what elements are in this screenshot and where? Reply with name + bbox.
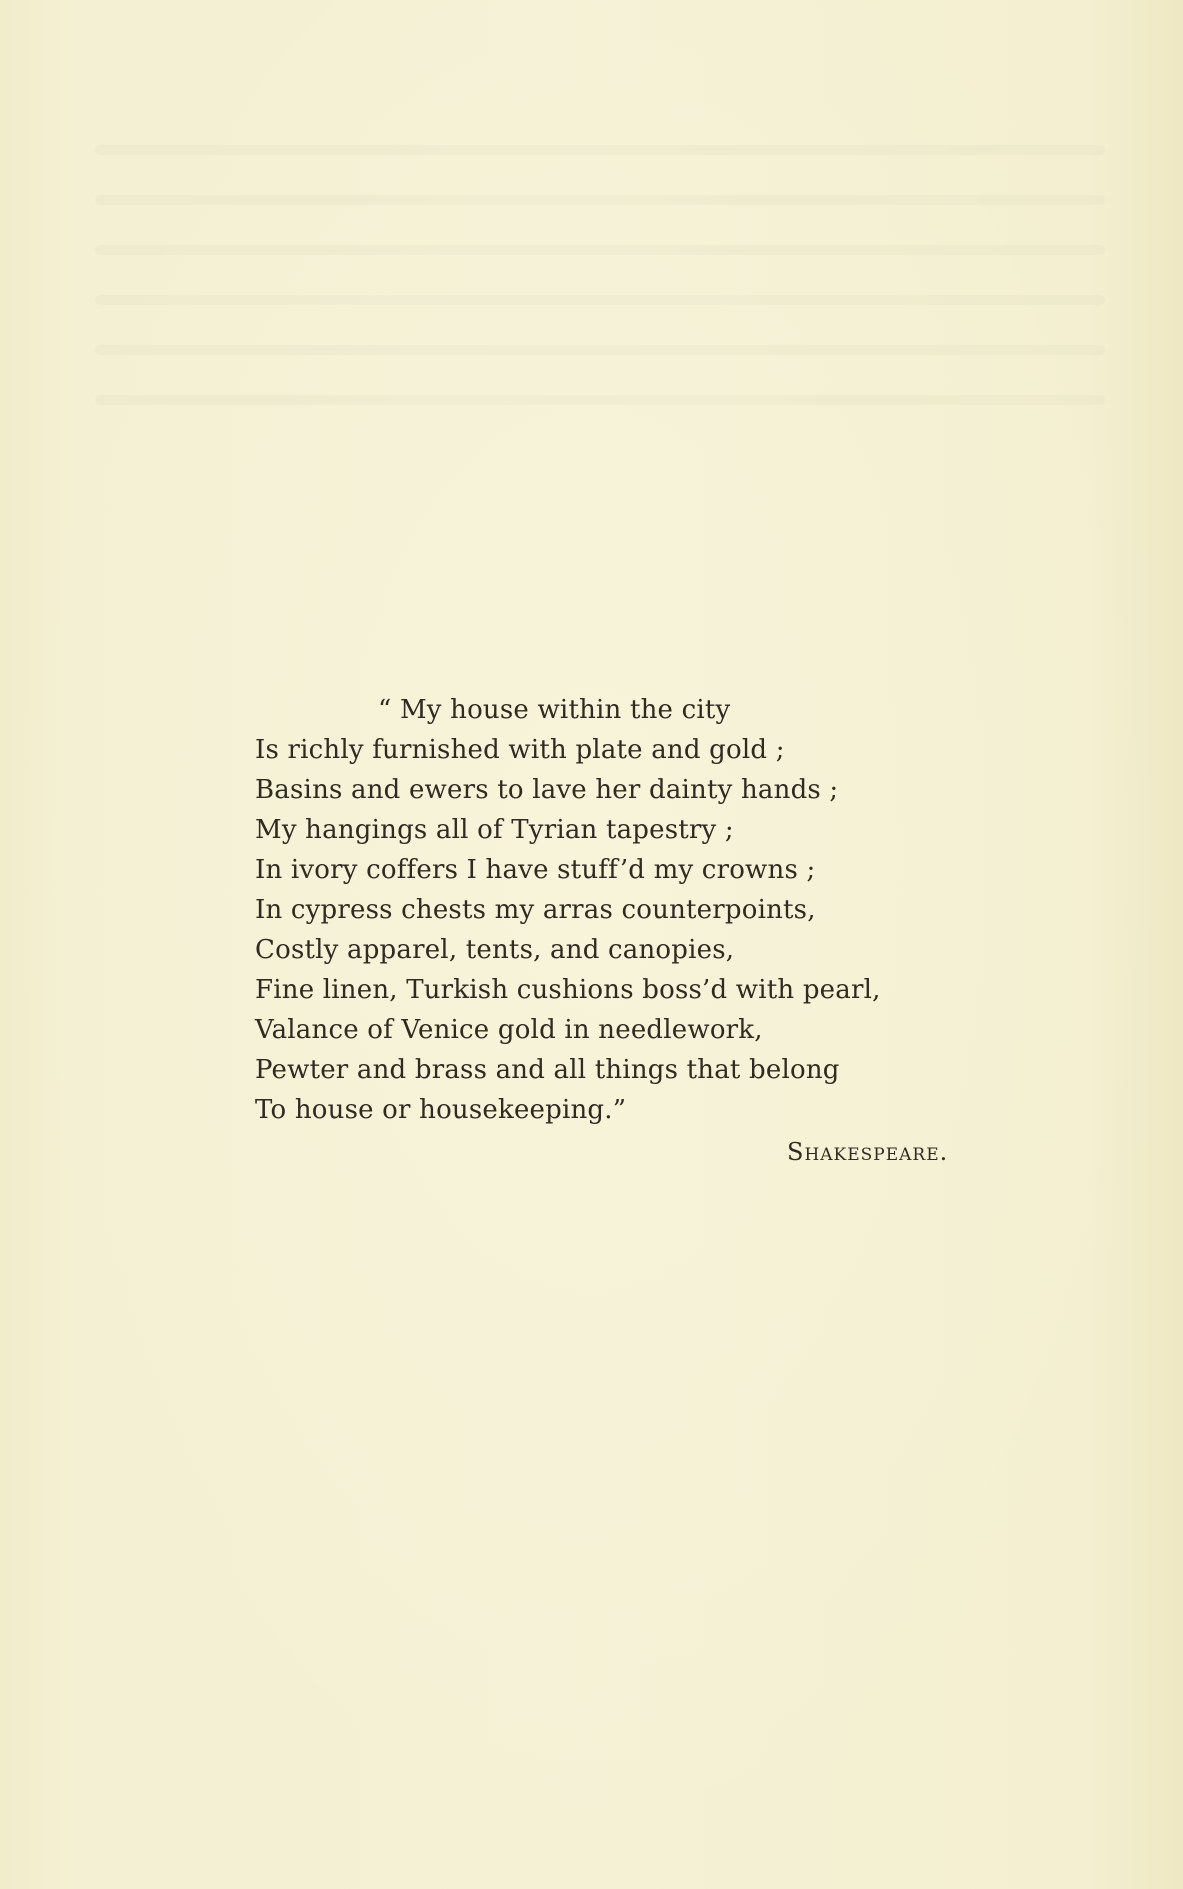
poem-line: “ My house within the city: [378, 695, 731, 725]
poem-line: Costly apparel, tents, and canopies,: [255, 935, 735, 965]
poem-quotation: [255, 690, 1055, 1130]
poem-line: Basins and ewers to lave her dainty hands ;: [255, 775, 839, 805]
show-through-text: [95, 295, 1105, 305]
poem-line: To house or housekeeping.”: [255, 1095, 627, 1125]
show-through-text: [95, 145, 1105, 155]
poem-line: Valance of Venice gold in needlework,: [255, 1015, 763, 1045]
poem-attribution: Shakespeare.: [787, 1138, 949, 1166]
show-through-text: [95, 195, 1105, 205]
poem-line: In ivory coffers I have stuff’d my crowns ;: [255, 855, 816, 885]
show-through-text: [95, 395, 1105, 405]
poem-line: In cypress chests my arras counterpoints,: [255, 895, 816, 925]
poem-line: My hangings all of Tyrian tapestry ;: [255, 815, 734, 845]
poem-line: Is richly furnished with plate and gold ;: [255, 735, 785, 765]
show-through-text: [95, 245, 1105, 255]
show-through-text: [95, 345, 1105, 355]
poem-line: Pewter and brass and all things that belong: [255, 1055, 840, 1085]
poem-line: Fine linen, Turkish cushions boss’d with pearl,: [255, 975, 881, 1005]
